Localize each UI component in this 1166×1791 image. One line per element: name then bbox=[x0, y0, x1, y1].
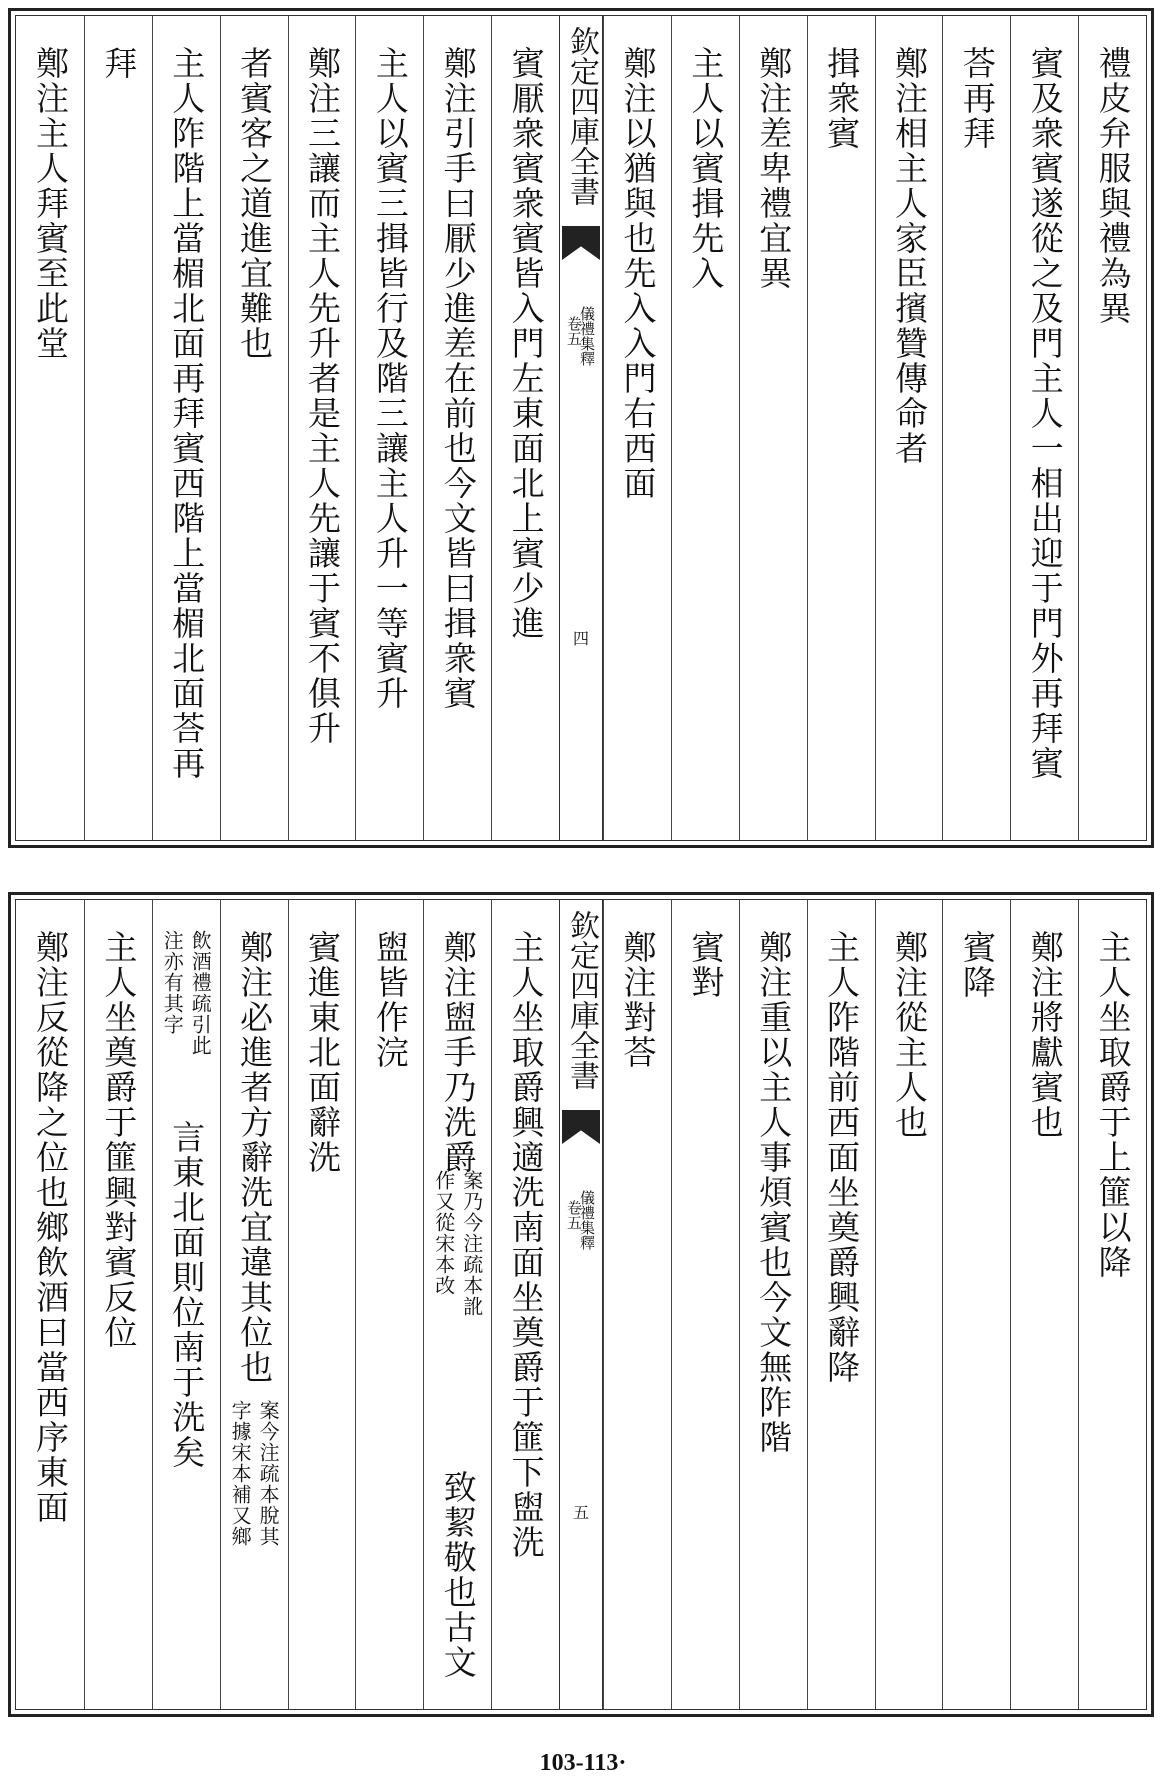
annotation-line: 作又從宋本改 bbox=[431, 1170, 456, 1296]
text-column bbox=[1010, 900, 1078, 1709]
text-column bbox=[491, 900, 559, 1709]
banner-page-number: 四 bbox=[572, 629, 590, 648]
text-column bbox=[288, 900, 356, 1709]
column-text: 禮皮弁服與禮為異 bbox=[1093, 46, 1133, 326]
column-text: 賓對 bbox=[686, 930, 726, 1000]
top-page-inner bbox=[15, 15, 1147, 841]
text-column bbox=[739, 16, 807, 840]
column-text: 拜 bbox=[99, 46, 139, 81]
column-text: 主人阼階上當楣北面再拜賓西階上當楣北面荅再 bbox=[167, 46, 207, 781]
column-text: 賓進東北面辭洗 bbox=[302, 930, 342, 1175]
annotation-line: 案乃今注疏本訛 bbox=[459, 1170, 484, 1317]
column-text-tail: 致絜敬也古文 bbox=[438, 1470, 478, 1680]
text-column bbox=[1078, 900, 1146, 1709]
annotation-notes bbox=[433, 1170, 483, 1317]
banner-page-number: 五 bbox=[572, 1503, 590, 1522]
column-text: 鄭注從主人也 bbox=[889, 930, 929, 1140]
text-column bbox=[288, 16, 356, 840]
bottom-page-inner bbox=[15, 899, 1147, 1710]
text-column bbox=[491, 16, 559, 840]
column-text: 鄭注盥手乃洗爵 bbox=[438, 930, 478, 1175]
column-text: 鄭注相主人家臣擯贊傳命者 bbox=[889, 46, 929, 466]
text-column bbox=[152, 900, 220, 1709]
text-column bbox=[942, 16, 1010, 840]
column-text: 主人坐取爵于上篚以降 bbox=[1093, 930, 1133, 1280]
text-column bbox=[355, 900, 423, 1709]
column-text: 鄭注重以主人事煩賓也今文無阼階 bbox=[754, 930, 794, 1455]
annotation-line: 案今注疏本脫其 bbox=[256, 1400, 281, 1547]
column-text: 主人坐取爵興適洗南面坐奠爵于篚下盥洗 bbox=[506, 930, 546, 1560]
column-text: 鄭注對荅 bbox=[618, 930, 658, 1070]
text-column bbox=[739, 900, 807, 1709]
text-column bbox=[84, 16, 152, 840]
center-banner bbox=[559, 900, 603, 1709]
annotation-notes bbox=[229, 1400, 279, 1547]
banner-volume: 卷五 bbox=[565, 1200, 583, 1230]
annotation-notes bbox=[161, 930, 211, 1056]
text-column bbox=[671, 16, 739, 840]
text-column bbox=[220, 16, 288, 840]
text-column bbox=[603, 16, 671, 840]
annotation-line: 字據宋本補又鄉 bbox=[228, 1400, 253, 1547]
text-column bbox=[423, 16, 491, 840]
text-column bbox=[875, 900, 943, 1709]
column-text: 賓及衆賓遂從之及門主人一相出迎于門外再拜賓 bbox=[1025, 46, 1065, 781]
annotation-line: 飲酒禮疏引此 bbox=[188, 930, 213, 1056]
column-text: 揖衆賓 bbox=[822, 46, 862, 151]
column-text: 鄭注主人拜賓至此堂 bbox=[30, 46, 70, 361]
banner-title: 欽定四庫全書 bbox=[564, 26, 599, 206]
column-text: 鄭注三讓而主人先升者是主人先讓于賓不俱升 bbox=[302, 46, 342, 746]
column-text: 鄭注以猶與也先入入門右西面 bbox=[618, 46, 658, 501]
center-banner bbox=[559, 16, 603, 840]
text-column bbox=[220, 900, 288, 1709]
text-column bbox=[355, 16, 423, 840]
column-text: 主人以賓揖先入 bbox=[686, 46, 726, 291]
text-column bbox=[807, 16, 875, 840]
column-text: 荅再拜 bbox=[957, 46, 997, 151]
text-column bbox=[16, 16, 84, 840]
banner-book: 儀禮集釋 bbox=[578, 1190, 596, 1250]
column-text: 主人坐奠爵于篚興對賓反位 bbox=[99, 930, 139, 1350]
banner-volume: 卷五 bbox=[565, 316, 583, 346]
banner-title: 欽定四庫全書 bbox=[564, 910, 599, 1090]
column-text: 鄭注將獻賓也 bbox=[1025, 930, 1065, 1140]
text-column bbox=[84, 900, 152, 1709]
column-text: 鄭注反從降之位也鄉飲酒曰當西序東面 bbox=[30, 930, 70, 1525]
bottom-page bbox=[8, 892, 1154, 1717]
column-text: 鄭注差卑禮宜異 bbox=[754, 46, 794, 291]
page-number-footer: 103-113· bbox=[539, 1750, 627, 1776]
text-column bbox=[875, 16, 943, 840]
text-column bbox=[603, 900, 671, 1709]
column-text: 盥皆作浣 bbox=[370, 930, 410, 1070]
banner-book: 儀禮集釋 bbox=[578, 306, 596, 366]
fish-tail-mark bbox=[562, 1110, 600, 1144]
column-text: 鄭注引手曰厭少進差在前也今文皆曰揖衆賓 bbox=[438, 46, 478, 711]
column-text: 賓降 bbox=[957, 930, 997, 1000]
column-text: 者賓客之道進宜難也 bbox=[235, 46, 275, 361]
text-column bbox=[807, 900, 875, 1709]
text-column bbox=[1078, 16, 1146, 840]
annotation-line: 注亦有其字 bbox=[160, 930, 185, 1035]
column-text: 主人以賓三揖皆行及階三讓主人升一等賓升 bbox=[370, 46, 410, 711]
text-column bbox=[16, 900, 84, 1709]
text-column bbox=[1010, 16, 1078, 840]
text-column bbox=[152, 16, 220, 840]
column-text: 鄭注必進者方辭洗宜違其位也 bbox=[235, 930, 275, 1385]
text-column bbox=[423, 900, 491, 1709]
fish-tail-mark bbox=[562, 226, 600, 260]
column-text: 賓厭衆賓衆賓皆入門左東面北上賓少進 bbox=[506, 46, 546, 641]
text-column bbox=[942, 900, 1010, 1709]
text-column bbox=[671, 900, 739, 1709]
column-text: 主人阼階前西面坐奠爵興辭降 bbox=[822, 930, 862, 1385]
column-text: 言東北面則位南于洗矣 bbox=[167, 1120, 207, 1470]
top-page bbox=[8, 8, 1154, 848]
